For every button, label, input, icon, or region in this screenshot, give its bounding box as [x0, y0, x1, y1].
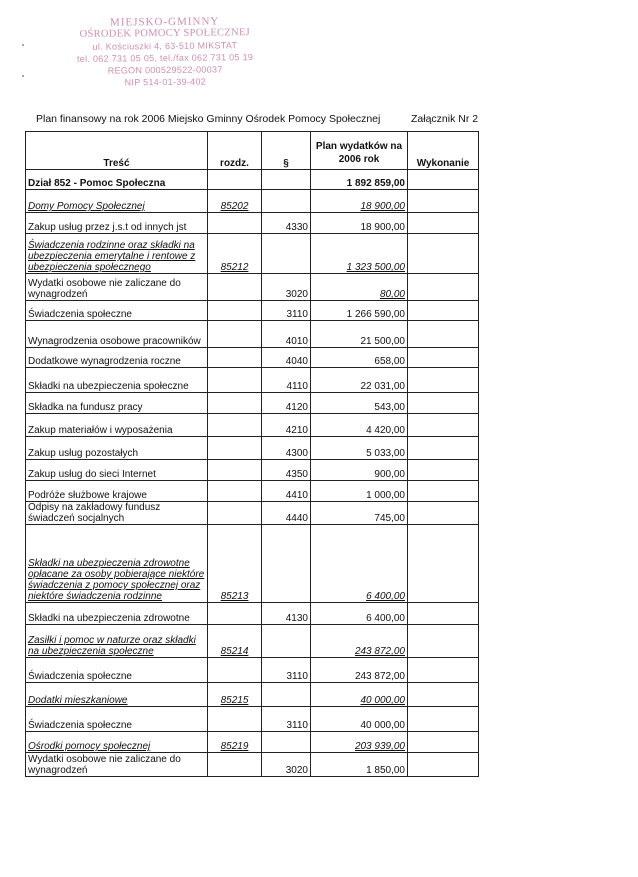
header-description: Treść — [26, 132, 208, 170]
row-description: Świadczenia społeczne — [26, 658, 208, 683]
row-paragraph: 3020 — [262, 274, 311, 301]
row-planned-amount: 1 000,00 — [311, 481, 408, 502]
row-execution — [408, 625, 479, 658]
row-paragraph — [262, 190, 311, 213]
row-chapter — [208, 348, 262, 368]
row-chapter — [208, 460, 262, 481]
row-planned-amount: 22 031,00 — [311, 368, 408, 393]
row-chapter — [208, 502, 262, 525]
row-chapter — [208, 658, 262, 683]
table-row — [26, 481, 479, 502]
row-chapter — [208, 603, 262, 625]
row-chapter — [208, 274, 262, 301]
row-paragraph: 4040 — [262, 348, 311, 368]
row-planned-amount: 80,00 — [311, 274, 408, 301]
stamp-line-1: MIEJSKO-GMINNY — [109, 15, 220, 29]
header-execution: Wykonanie — [408, 132, 479, 170]
row-paragraph: 4110 — [262, 368, 311, 393]
scan-speck — [22, 44, 24, 46]
document-title-line — [36, 113, 486, 125]
row-planned-amount: 1 850,00 — [311, 753, 408, 777]
row-paragraph: 4120 — [262, 393, 311, 414]
row-planned-amount: 1 266 590,00 — [311, 301, 408, 321]
row-planned-amount: 900,00 — [311, 460, 408, 481]
row-planned-amount: 18 900,00 — [311, 190, 408, 213]
row-chapter — [208, 753, 262, 777]
row-paragraph: 3110 — [262, 658, 311, 683]
stamp-line-3: ul. Kościuszki 4, 63-510 MIKSTAT — [92, 40, 238, 52]
row-chapter: 85214 — [208, 625, 262, 658]
row-execution — [408, 460, 479, 481]
header-chapter: rozdz. — [208, 132, 262, 170]
table-row — [26, 502, 479, 525]
row-description: Składki na ubezpieczenia społeczne — [26, 368, 208, 393]
stamp-line-4: tel. 062 731 05 05, tel./fax 062 731 05 19 — [76, 52, 254, 64]
row-execution — [408, 190, 479, 213]
header-paragraph: § — [262, 132, 311, 170]
row-execution — [408, 658, 479, 683]
row-description: Składka na fundusz pracy — [26, 393, 208, 414]
row-chapter: 85202 — [208, 190, 262, 213]
table-row — [26, 625, 479, 658]
row-paragraph: 3020 — [262, 753, 311, 777]
row-chapter: 85215 — [208, 683, 262, 707]
row-execution — [408, 213, 479, 234]
row-planned-amount: 543,00 — [311, 393, 408, 414]
row-description: Świadczenia społeczne — [26, 707, 208, 732]
stamp-line-5: REGON 000529522-00037 — [107, 64, 223, 76]
row-description: Zakup usług przez j.s.t od innych jst — [26, 213, 208, 234]
table-row — [26, 753, 479, 777]
row-chapter — [208, 393, 262, 414]
row-paragraph — [262, 625, 311, 658]
row-planned-amount: 203 939,00 — [311, 732, 408, 753]
row-description: Wydatki osobowe nie zaliczane do wynagrodzeń — [26, 274, 208, 301]
row-paragraph — [262, 683, 311, 707]
attachment-number: Załącznik Nr 2 — [411, 113, 479, 125]
row-description: Zasiłki i pomoc w naturze oraz składki na ubezpieczenia społeczne — [26, 625, 208, 658]
row-chapter — [208, 301, 262, 321]
table-row — [26, 348, 479, 368]
row-paragraph: 3110 — [262, 707, 311, 732]
row-planned-amount: 1 323 500,00 — [311, 234, 408, 274]
row-chapter — [208, 170, 262, 190]
row-paragraph: 3110 — [262, 301, 311, 321]
row-paragraph: 4210 — [262, 414, 311, 437]
row-execution — [408, 753, 479, 777]
row-planned-amount: 243 872,00 — [311, 658, 408, 683]
row-execution — [408, 348, 479, 368]
row-paragraph: 4350 — [262, 460, 311, 481]
row-paragraph — [262, 234, 311, 274]
row-description: Zakup usług do sieci Internet — [26, 460, 208, 481]
row-description: Wynagrodzenia osobowe pracowników — [26, 321, 208, 348]
row-description: Dział 852 - Pomoc Społeczna — [26, 170, 208, 190]
row-planned-amount: 4 420,00 — [311, 414, 408, 437]
row-planned-amount: 6 400,00 — [311, 603, 408, 625]
row-chapter: 85219 — [208, 732, 262, 753]
row-execution — [408, 481, 479, 502]
row-planned-amount: 5 033,00 — [311, 437, 408, 460]
row-planned-amount: 40 000,00 — [311, 683, 408, 707]
table-row — [26, 460, 479, 481]
row-chapter — [208, 368, 262, 393]
row-planned-amount: 40 000,00 — [311, 707, 408, 732]
row-chapter — [208, 437, 262, 460]
table-row — [26, 658, 479, 683]
table-header-row — [26, 132, 479, 170]
stamp-line-2: OŚRODEK POMOCY SPOŁECZNEJ — [79, 27, 251, 40]
table-row — [26, 170, 479, 190]
row-paragraph: 4130 — [262, 603, 311, 625]
row-description: Dodatki mieszkaniowe — [26, 683, 208, 707]
row-execution — [408, 393, 479, 414]
table-row — [26, 437, 479, 460]
row-execution — [408, 603, 479, 625]
row-description: Dodatkowe wynagrodzenia roczne — [26, 348, 208, 368]
row-execution — [408, 414, 479, 437]
row-execution — [408, 732, 479, 753]
table-row — [26, 274, 479, 301]
row-execution — [408, 707, 479, 732]
row-chapter: 85212 — [208, 234, 262, 274]
row-paragraph: 4010 — [262, 321, 311, 348]
table-row — [26, 683, 479, 707]
table-row — [26, 707, 479, 732]
row-planned-amount: 658,00 — [311, 348, 408, 368]
table-row — [26, 213, 479, 234]
row-execution — [408, 368, 479, 393]
table-row — [26, 368, 479, 393]
table-row — [26, 190, 479, 213]
row-paragraph — [262, 170, 311, 190]
row-planned-amount: 6 400,00 — [311, 525, 408, 603]
row-execution — [408, 301, 479, 321]
office-stamp — [40, 15, 291, 90]
scan-speck — [22, 75, 24, 77]
row-planned-amount: 745,00 — [311, 502, 408, 525]
row-description: Odpisy na zakładowy fundusz świadczeń socjalnych — [26, 502, 208, 525]
document-title: Plan finansowy na rok 2006 Miejsko Gminny Ośrodek Pomocy Społecznej — [36, 113, 381, 125]
row-chapter — [208, 414, 262, 437]
row-planned-amount: 1 892 859,00 — [311, 170, 408, 190]
row-chapter — [208, 213, 262, 234]
row-execution — [408, 525, 479, 603]
row-paragraph: 4410 — [262, 481, 311, 502]
budget-table — [25, 131, 479, 777]
row-description: Ośrodki pomocy społecznej — [26, 732, 208, 753]
row-description: Świadczenia społeczne — [26, 301, 208, 321]
row-chapter: 85213 — [208, 525, 262, 603]
row-description: Składki na ubezpieczenia zdrowotne opłacane za osoby pobierające niektóre świadczenia z pomocy społecznej oraz niektóre świadczenia rodzinne — [26, 525, 208, 603]
row-execution — [408, 321, 479, 348]
row-description: Wydatki osobowe nie zaliczane do wynagrodzeń — [26, 753, 208, 777]
row-execution — [408, 683, 479, 707]
stamp-line-6: NIP 514-01-39-402 — [124, 76, 207, 88]
row-planned-amount: 243 872,00 — [311, 625, 408, 658]
row-paragraph — [262, 525, 311, 603]
table-row — [26, 603, 479, 625]
row-description: Domy Pomocy Społecznej — [26, 190, 208, 213]
row-paragraph — [262, 732, 311, 753]
table-row — [26, 393, 479, 414]
row-description: Składki na ubezpieczenia zdrowotne — [26, 603, 208, 625]
row-planned-amount: 18 900,00 — [311, 213, 408, 234]
row-paragraph: 4330 — [262, 213, 311, 234]
row-description: Świadczenia rodzinne oraz składki na ubezpieczenia emerytalne i rentowe z ubezpieczenia społecznego — [26, 234, 208, 274]
table-row — [26, 301, 479, 321]
row-description: Zakup materiałów i wyposażenia — [26, 414, 208, 437]
row-description: Podróże służbowe krajowe — [26, 481, 208, 502]
row-paragraph: 4440 — [262, 502, 311, 525]
table-row — [26, 234, 479, 274]
row-planned-amount: 21 500,00 — [311, 321, 408, 348]
row-execution — [408, 437, 479, 460]
row-execution — [408, 502, 479, 525]
row-description: Zakup usług pozostałych — [26, 437, 208, 460]
row-chapter — [208, 481, 262, 502]
row-execution — [408, 170, 479, 190]
row-chapter — [208, 321, 262, 348]
table-row — [26, 732, 479, 753]
table-row — [26, 321, 479, 348]
table-row — [26, 414, 479, 437]
table-row — [26, 525, 479, 603]
row-execution — [408, 234, 479, 274]
row-paragraph: 4300 — [262, 437, 311, 460]
row-chapter — [208, 707, 262, 732]
row-execution — [408, 274, 479, 301]
header-plan: Plan wydatków na 2006 rok — [311, 132, 408, 170]
